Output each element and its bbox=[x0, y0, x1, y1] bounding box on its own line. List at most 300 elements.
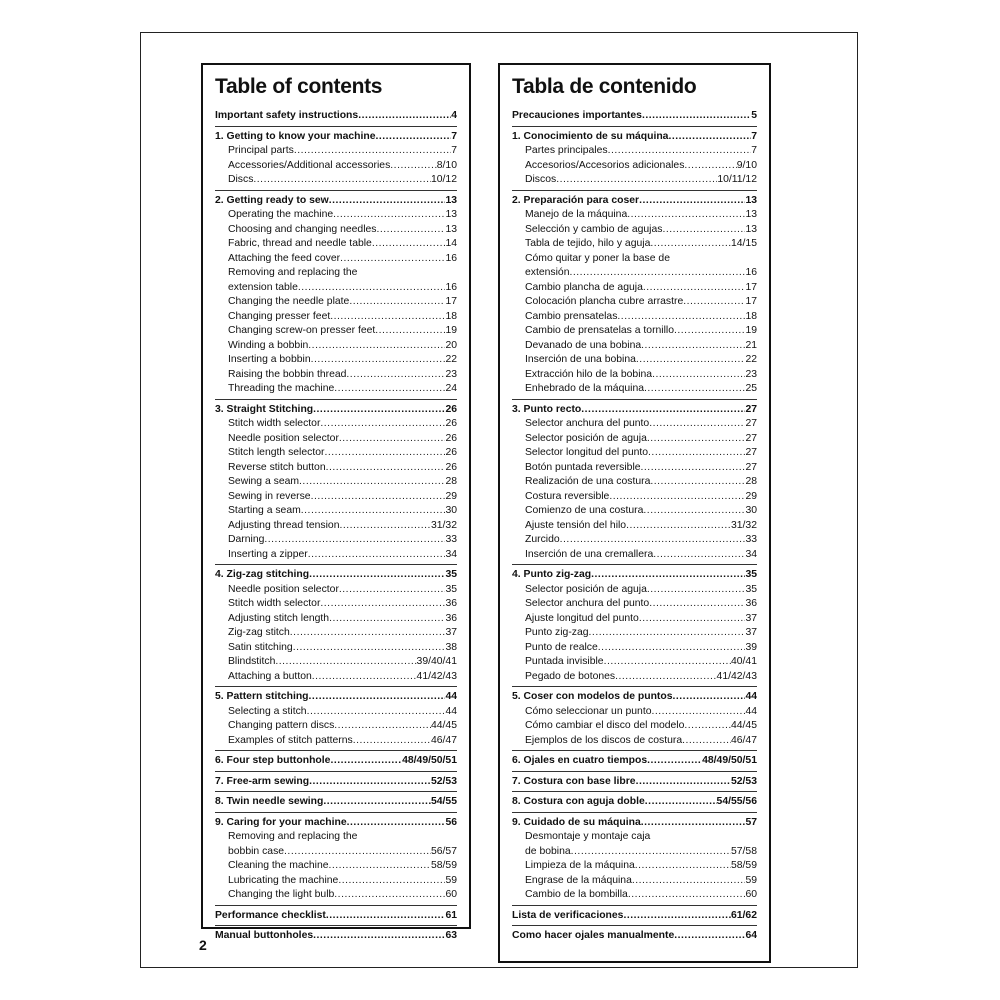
toc-page-number: 8/10 bbox=[436, 159, 457, 171]
toc-page-number: 56 bbox=[445, 816, 457, 828]
toc-leader-dots bbox=[334, 888, 445, 903]
section-divider bbox=[512, 564, 757, 565]
toc-page-number: 36 bbox=[445, 598, 457, 609]
toc-page-number: 29 bbox=[445, 490, 457, 502]
toc-leader-dots bbox=[299, 475, 445, 490]
toc-page-number: 33 bbox=[445, 534, 457, 545]
toc-entry-label: de bobina bbox=[525, 845, 571, 857]
toc-page-number: 14/15 bbox=[730, 238, 757, 249]
section-divider bbox=[512, 126, 757, 127]
toc-leader-dots bbox=[338, 874, 445, 889]
toc-leader-dots bbox=[333, 208, 445, 223]
toc-page-number: 34 bbox=[745, 548, 757, 560]
toc-entry bbox=[512, 612, 757, 627]
toc-entry bbox=[215, 173, 457, 188]
toc-entry-label: Raising the bobbin thread bbox=[228, 368, 347, 380]
toc-entry bbox=[215, 490, 457, 505]
toc-leader-dots bbox=[644, 382, 745, 397]
toc-leader-dots bbox=[648, 446, 745, 461]
section-divider bbox=[512, 190, 757, 191]
toc-entry bbox=[215, 446, 457, 461]
toc-page-number: 14 bbox=[445, 238, 457, 249]
toc-leader-dots bbox=[684, 159, 736, 174]
toc-page-number: 35 bbox=[745, 583, 757, 595]
section-divider bbox=[512, 399, 757, 400]
toc-entry bbox=[512, 830, 757, 845]
toc-leader-dots bbox=[684, 719, 731, 734]
toc-entry bbox=[512, 859, 757, 874]
toc-page-number: 13 bbox=[745, 194, 757, 206]
toc-entry-label: 4. Zig-zag stitching bbox=[215, 569, 310, 580]
toc-page-number: 37 bbox=[745, 627, 757, 638]
toc-section-entry bbox=[512, 568, 757, 583]
toc-entry-label: Zurcido bbox=[525, 534, 560, 545]
toc-leader-dots bbox=[346, 368, 445, 383]
toc-entry-label: Adjusting thread tension bbox=[228, 519, 340, 531]
toc-page-number: 7 bbox=[751, 145, 757, 156]
toc-page-number: 35 bbox=[745, 569, 757, 580]
toc-entry bbox=[215, 417, 457, 432]
toc-entry-label: Stitch width selector bbox=[228, 418, 321, 429]
toc-page-number: 44 bbox=[745, 705, 757, 717]
toc-entry-label: Cleaning the machine bbox=[228, 860, 329, 871]
toc-entry-label: 9. Cuidado de su máquina bbox=[512, 816, 641, 828]
toc-page-number: 24 bbox=[445, 383, 457, 394]
toc-page-number: 29 bbox=[745, 490, 757, 502]
toc-entry bbox=[512, 734, 757, 749]
spanish-toc-list bbox=[512, 109, 757, 944]
toc-entry-label: 3. Straight Stitching bbox=[215, 403, 314, 415]
toc-page-number: 26 bbox=[445, 403, 457, 415]
toc-entry bbox=[512, 281, 757, 296]
toc-section-entry bbox=[512, 690, 757, 705]
toc-leader-dots bbox=[334, 719, 431, 734]
toc-section-entry bbox=[215, 754, 457, 769]
toc-entry-label: Choosing and changing needles bbox=[228, 223, 377, 235]
toc-leader-dots bbox=[309, 568, 445, 583]
toc-leader-dots bbox=[376, 130, 452, 145]
toc-leader-dots bbox=[340, 252, 445, 267]
toc-leader-dots bbox=[353, 734, 431, 749]
toc-leader-dots bbox=[674, 929, 745, 944]
toc-entry bbox=[215, 734, 457, 749]
toc-page-number: 23 bbox=[745, 368, 757, 380]
toc-leader-dots bbox=[339, 432, 446, 447]
toc-entry-label: Accessories/Additional accessories bbox=[228, 159, 391, 171]
toc-entry-label: Ajuste longitud del punto bbox=[525, 612, 639, 624]
toc-page-number: 61/62 bbox=[730, 909, 757, 921]
toc-entry bbox=[215, 237, 457, 252]
toc-section-entry bbox=[512, 909, 757, 924]
toc-page-number: 40/41 bbox=[730, 656, 757, 667]
toc-entry-label: Inserting a bobbin bbox=[228, 354, 311, 365]
toc-entry bbox=[215, 310, 457, 325]
toc-page-number: 19 bbox=[445, 325, 457, 336]
english-toc-box bbox=[201, 63, 471, 941]
toc-entry-label: Attaching a button bbox=[228, 670, 312, 682]
toc-page-number: 25 bbox=[745, 383, 757, 394]
toc-entry-label: Colocación plancha cubre arrastre bbox=[525, 296, 684, 307]
toc-entry-label: Punto de realce bbox=[525, 641, 598, 653]
toc-entry bbox=[215, 705, 457, 720]
toc-page-number: 54/55 bbox=[430, 796, 457, 807]
toc-entry bbox=[215, 626, 457, 641]
toc-page-number: 39 bbox=[745, 641, 757, 653]
toc-entry-label: Tabla de tejido, hilo y aguja bbox=[525, 238, 651, 249]
toc-entry-label: Needle position selector bbox=[228, 583, 339, 595]
toc-entry bbox=[512, 432, 757, 447]
toc-entry-label: Selecting a stitch bbox=[228, 705, 307, 717]
section-divider bbox=[215, 905, 457, 906]
toc-entry-label: Cambio prensatelas bbox=[525, 310, 618, 322]
toc-page-number: 44 bbox=[745, 691, 757, 702]
toc-entry-label: Removing and replacing the bbox=[228, 267, 358, 278]
toc-entry bbox=[512, 417, 757, 432]
toc-entry bbox=[215, 475, 457, 490]
toc-section-entry bbox=[215, 194, 457, 209]
toc-leader-dots bbox=[674, 324, 745, 339]
toc-page-number: 22 bbox=[445, 354, 457, 365]
toc-entry-label: Winding a bobbin bbox=[228, 339, 309, 351]
toc-page-number: 28 bbox=[745, 476, 757, 487]
section-divider bbox=[215, 750, 457, 751]
toc-entry bbox=[215, 888, 457, 903]
toc-leader-dots bbox=[647, 432, 746, 447]
toc-leader-dots bbox=[311, 353, 446, 368]
toc-leader-dots bbox=[683, 295, 745, 310]
toc-entry bbox=[512, 533, 757, 548]
toc-page-number: 52/53 bbox=[430, 775, 457, 787]
toc-page-number: 7 bbox=[451, 130, 457, 142]
toc-entry-label: Sewing in reverse bbox=[228, 490, 311, 502]
toc-page-number: 19 bbox=[745, 325, 757, 336]
toc-page-number: 58/59 bbox=[430, 860, 457, 871]
section-divider bbox=[512, 925, 757, 926]
toc-entry bbox=[512, 208, 757, 223]
section-divider bbox=[215, 771, 457, 772]
toc-entry bbox=[215, 830, 457, 845]
toc-entry-label: Stitch length selector bbox=[228, 447, 325, 458]
toc-page-number: 38 bbox=[445, 641, 457, 653]
toc-page-number: 34 bbox=[445, 548, 457, 560]
toc-entry-label: Cambio plancha de aguja bbox=[525, 281, 643, 293]
toc-entry-label: 5. Pattern stitching bbox=[215, 691, 309, 702]
toc-leader-dots bbox=[682, 734, 731, 749]
toc-page-number: 17 bbox=[445, 296, 457, 307]
toc-entry bbox=[512, 144, 757, 159]
toc-entry bbox=[215, 295, 457, 310]
toc-entry bbox=[512, 597, 757, 612]
toc-entry bbox=[215, 281, 457, 296]
toc-entry bbox=[215, 874, 457, 889]
toc-leader-dots bbox=[358, 109, 451, 124]
toc-leader-dots bbox=[673, 690, 746, 705]
toc-leader-dots bbox=[298, 281, 446, 296]
toc-section-entry bbox=[215, 929, 457, 944]
toc-entry-label: Cambio de la bombilla bbox=[525, 889, 628, 900]
toc-page-number: 10/11/12 bbox=[717, 174, 757, 185]
toc-entry-label: 8. Twin needle sewing bbox=[215, 796, 324, 807]
toc-page-number: 37 bbox=[445, 627, 457, 638]
toc-entry-label: Inserción de una bobina bbox=[525, 354, 636, 365]
toc-entry-label: Darning bbox=[228, 534, 265, 545]
toc-entry bbox=[215, 859, 457, 874]
toc-leader-dots bbox=[556, 173, 717, 188]
toc-leader-dots bbox=[639, 194, 745, 209]
toc-leader-dots bbox=[334, 382, 445, 397]
toc-page-number: 56/57 bbox=[430, 845, 457, 857]
toc-entry-label: Inserción de una cremallera bbox=[525, 548, 654, 560]
toc-entry bbox=[215, 719, 457, 734]
toc-entry bbox=[512, 295, 757, 310]
toc-leader-dots bbox=[347, 816, 446, 831]
toc-entry-label: Principal parts bbox=[228, 145, 294, 156]
toc-entry-label: Changing screw-on presser feet bbox=[228, 325, 376, 336]
toc-entry bbox=[215, 670, 457, 685]
toc-entry bbox=[512, 719, 757, 734]
toc-entry-label: 8. Costura con aguja doble bbox=[512, 796, 645, 807]
toc-page-number: 31/32 bbox=[730, 519, 757, 531]
toc-leader-dots bbox=[320, 417, 445, 432]
section-divider bbox=[215, 399, 457, 400]
toc-leader-dots bbox=[312, 670, 417, 685]
toc-page-number: 7 bbox=[751, 130, 757, 142]
toc-section-entry bbox=[512, 929, 757, 944]
section-divider bbox=[512, 791, 757, 792]
toc-page-number: 48/49/50/51 bbox=[402, 755, 457, 766]
toc-page-number: 26 bbox=[445, 418, 457, 429]
toc-leader-dots bbox=[560, 533, 746, 548]
toc-section-entry bbox=[215, 909, 457, 924]
toc-entry-label: Threading the machine bbox=[228, 383, 335, 394]
toc-entry-label: Needle position selector bbox=[228, 432, 339, 444]
section-divider bbox=[512, 905, 757, 906]
toc-entry bbox=[512, 705, 757, 720]
toc-entry bbox=[215, 461, 457, 476]
toc-entry-label: Attaching the feed cover bbox=[228, 252, 341, 264]
toc-leader-dots bbox=[608, 144, 752, 159]
toc-entry-label: Starting a seam bbox=[228, 505, 301, 516]
toc-leader-dots bbox=[652, 368, 745, 383]
toc-leader-dots bbox=[623, 909, 731, 924]
toc-leader-dots bbox=[571, 845, 731, 860]
toc-entry bbox=[512, 252, 757, 267]
toc-page-number: 13 bbox=[445, 223, 457, 235]
toc-leader-dots bbox=[626, 519, 731, 534]
toc-entry-label: Selector posición de aguja bbox=[525, 432, 647, 444]
toc-page-number: 21 bbox=[745, 339, 757, 351]
toc-entry bbox=[215, 597, 457, 612]
toc-page-number: 17 bbox=[745, 296, 757, 307]
toc-entry-label: 3. Punto recto bbox=[512, 403, 582, 415]
toc-leader-dots bbox=[372, 237, 446, 252]
toc-section-entry bbox=[215, 690, 457, 705]
toc-leader-dots bbox=[641, 461, 746, 476]
toc-section-entry bbox=[512, 816, 757, 831]
toc-section-entry bbox=[215, 775, 457, 790]
toc-section-entry bbox=[215, 109, 457, 124]
section-divider bbox=[215, 791, 457, 792]
toc-page-number: 41/42/43 bbox=[716, 670, 757, 682]
toc-entry-label: 5. Coser con modelos de puntos bbox=[512, 691, 673, 702]
toc-entry bbox=[512, 641, 757, 656]
toc-leader-dots bbox=[308, 548, 446, 563]
toc-entry bbox=[215, 548, 457, 563]
toc-entry-label: 7. Free-arm sewing bbox=[215, 775, 310, 787]
toc-entry bbox=[512, 339, 757, 354]
toc-leader-dots bbox=[662, 223, 745, 238]
toc-entry bbox=[215, 432, 457, 447]
toc-leader-dots bbox=[647, 583, 746, 598]
section-divider bbox=[512, 771, 757, 772]
toc-entry bbox=[215, 641, 457, 656]
toc-page-number: 27 bbox=[745, 432, 757, 444]
toc-leader-dots bbox=[642, 109, 751, 124]
toc-leader-dots bbox=[330, 310, 445, 325]
toc-leader-dots bbox=[628, 888, 746, 903]
toc-leader-dots bbox=[636, 775, 731, 790]
toc-leader-dots bbox=[598, 641, 746, 656]
toc-entry bbox=[215, 266, 457, 281]
toc-entry-label: Cómo quitar y poner la base de bbox=[525, 252, 670, 264]
toc-leader-dots bbox=[313, 403, 445, 418]
toc-section-entry bbox=[512, 754, 757, 769]
toc-entry bbox=[512, 583, 757, 598]
toc-page-number: 13 bbox=[445, 209, 457, 220]
toc-page-number: 60 bbox=[745, 889, 757, 900]
toc-page-number: 57 bbox=[745, 816, 757, 828]
toc-page-number: 57/58 bbox=[730, 845, 757, 857]
toc-entry-label: Changing presser feet bbox=[228, 310, 331, 322]
toc-page-number: 9/10 bbox=[736, 159, 757, 171]
toc-page-number: 27 bbox=[745, 418, 757, 429]
toc-page-number: 4 bbox=[451, 110, 457, 121]
toc-entry-label: Zig-zag stitch bbox=[228, 627, 290, 638]
toc-entry-label: Selección y cambio de agujas bbox=[525, 223, 663, 235]
toc-leader-dots bbox=[294, 144, 451, 159]
toc-entry bbox=[215, 339, 457, 354]
toc-leader-dots bbox=[390, 159, 436, 174]
toc-entry bbox=[512, 888, 757, 903]
toc-leader-dots bbox=[589, 626, 746, 641]
toc-page-number: 46/47 bbox=[430, 734, 457, 746]
toc-entry bbox=[512, 382, 757, 397]
toc-leader-dots bbox=[641, 816, 746, 831]
manual-page bbox=[140, 32, 858, 968]
toc-entry-label: 9. Caring for your machine bbox=[215, 816, 347, 828]
toc-page-number: 17 bbox=[745, 281, 757, 293]
toc-page-number: 16 bbox=[445, 281, 457, 293]
toc-entry bbox=[215, 845, 457, 860]
spanish-toc-title: Tabla de contenido bbox=[512, 75, 697, 98]
toc-entry-label: Reverse stitch button bbox=[228, 461, 326, 473]
section-divider bbox=[512, 812, 757, 813]
toc-page-number: 44 bbox=[445, 691, 457, 702]
toc-leader-dots bbox=[320, 597, 445, 612]
toc-page-number: 35 bbox=[445, 569, 457, 580]
toc-leader-dots bbox=[649, 597, 745, 612]
toc-section-entry bbox=[512, 795, 757, 810]
section-divider bbox=[215, 190, 457, 191]
toc-entry bbox=[512, 223, 757, 238]
toc-entry-label: extensión bbox=[525, 267, 570, 278]
toc-entry-label: Changing the light bulb bbox=[228, 889, 335, 900]
toc-section-entry bbox=[215, 795, 457, 810]
toc-entry-label: Discos bbox=[525, 174, 557, 185]
toc-leader-dots bbox=[653, 548, 745, 563]
toc-page-number: 36 bbox=[445, 612, 457, 624]
toc-entry-label: Inserting a zipper bbox=[228, 548, 308, 560]
toc-leader-dots bbox=[326, 461, 446, 476]
toc-entry-label: 2. Preparación para coser bbox=[512, 194, 640, 206]
toc-page-number: 13 bbox=[745, 209, 757, 220]
page-number: 2 bbox=[199, 937, 207, 953]
toc-leader-dots bbox=[264, 533, 445, 548]
toc-leader-dots bbox=[652, 705, 746, 720]
toc-page-number: 41/42/43 bbox=[416, 670, 457, 682]
toc-leader-dots bbox=[339, 583, 446, 598]
toc-entry bbox=[512, 548, 757, 563]
toc-page-number: 18 bbox=[445, 310, 457, 322]
toc-entry bbox=[215, 159, 457, 174]
toc-entry bbox=[512, 324, 757, 339]
toc-leader-dots bbox=[301, 504, 446, 519]
toc-entry-label: Changing the needle plate bbox=[228, 296, 350, 307]
toc-entry bbox=[512, 845, 757, 860]
toc-leader-dots bbox=[349, 295, 445, 310]
toc-entry bbox=[215, 353, 457, 368]
toc-leader-dots bbox=[324, 446, 445, 461]
toc-entry bbox=[215, 252, 457, 267]
toc-leader-dots bbox=[609, 490, 745, 505]
toc-entry-label: Cambio de prensatelas a tornillo bbox=[525, 325, 675, 336]
section-divider bbox=[512, 686, 757, 687]
toc-entry bbox=[512, 310, 757, 325]
toc-entry-label: Sewing a seam bbox=[228, 476, 300, 487]
toc-entry-label: Punto zig-zag bbox=[525, 627, 589, 638]
toc-page-number: 36 bbox=[745, 598, 757, 609]
toc-entry-label: 1. Getting to know your machine bbox=[215, 130, 376, 142]
toc-leader-dots bbox=[313, 929, 445, 944]
toc-entry bbox=[512, 173, 757, 188]
toc-leader-dots bbox=[647, 754, 702, 769]
toc-entry bbox=[215, 382, 457, 397]
toc-leader-dots bbox=[311, 490, 446, 505]
toc-page-number: 26 bbox=[445, 432, 457, 444]
section-divider bbox=[215, 126, 457, 127]
toc-entry bbox=[215, 612, 457, 627]
toc-entry-label: Realización de una costura bbox=[525, 476, 651, 487]
toc-page-number: 33 bbox=[745, 534, 757, 545]
toc-page-number: 48/49/50/51 bbox=[702, 755, 757, 766]
toc-entry bbox=[215, 223, 457, 238]
toc-page-number: 28 bbox=[445, 476, 457, 487]
toc-entry bbox=[215, 655, 457, 670]
toc-page-number: 44/45 bbox=[730, 720, 757, 731]
toc-entry-label: Limpieza de la máquina bbox=[525, 860, 635, 871]
toc-entry bbox=[215, 533, 457, 548]
toc-entry bbox=[215, 583, 457, 598]
toc-entry-label: 6. Four step buttonhole bbox=[215, 755, 331, 766]
toc-entry-label: extension table bbox=[228, 281, 298, 293]
toc-leader-dots bbox=[323, 795, 431, 810]
spanish-toc-box bbox=[498, 63, 771, 963]
toc-leader-dots bbox=[308, 339, 445, 354]
toc-entry-label: Lubricating the machine bbox=[228, 874, 339, 886]
toc-entry bbox=[512, 519, 757, 534]
toc-entry-label: Pegado de botones bbox=[525, 670, 616, 682]
toc-entry bbox=[512, 490, 757, 505]
